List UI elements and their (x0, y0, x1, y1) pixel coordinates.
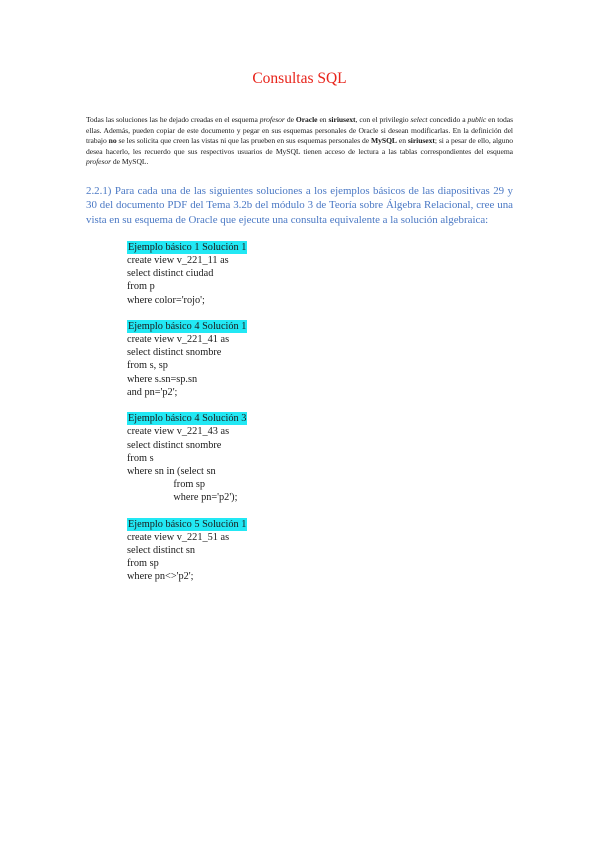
examples-list (127, 241, 513, 584)
intro-run: concedido a (427, 115, 468, 124)
intro-run: de (284, 115, 296, 124)
sql-line: from s (127, 452, 154, 464)
sql-line: create view v_221_51 as (127, 531, 230, 543)
example-block (127, 320, 513, 399)
intro-run: , con el privilegio (355, 115, 411, 124)
example-block (127, 241, 513, 307)
intro-run: en (317, 115, 329, 124)
intro-run: Oracle (295, 115, 318, 124)
example-heading: Ejemplo básico 4 Solución 3 (128, 413, 247, 425)
sql-line: where pn<>'p2'; (127, 571, 194, 583)
sql-line: create view v_221_43 as (127, 426, 230, 438)
sql-line: where pn='p2'); (127, 492, 238, 504)
intro-run: MySQL (371, 136, 397, 146)
intro-run: en (396, 136, 408, 146)
sql-line: where sn in (select sn (127, 465, 216, 477)
sql-line: select distinct ciudad (127, 268, 214, 280)
sql-line: from sp (127, 558, 159, 570)
sql-line: create view v_221_41 as (127, 334, 230, 346)
intro-run: de MySQL. (111, 157, 149, 167)
sql-line: select distinct snombre (127, 347, 222, 359)
intro-run: siriusext (328, 115, 356, 124)
intro-run: profesor (86, 157, 112, 167)
sql-line: where s.sn=sp.sn (127, 373, 198, 385)
sql-line: from s, sp (127, 360, 168, 372)
page-title: Consultas SQL (252, 70, 347, 87)
intro-run: no (108, 136, 117, 146)
sql-line: select distinct sn (127, 544, 196, 556)
example-heading: Ejemplo básico 4 Solución 1 (128, 320, 247, 332)
intro-run: Todas las soluciones las he dejado creadas en el esquema (86, 115, 260, 124)
example-heading: Ejemplo básico 1 Solución 1 (128, 241, 247, 253)
question-text: 2.2.1) Para cada una de las siguientes soluciones a los ejemplos básicos de las diapositivas 29 y 30 del documento PDF del Tema 3.2b del módulo 3 de Teoría sobre Álgebra Relacional, cree una vista en su esquema de Oracle que ejecute una consulta equivalente a la solución algebraica: (86, 184, 513, 226)
intro-run: profesor (259, 115, 285, 124)
example-block (127, 412, 513, 504)
intro-run: select (410, 115, 428, 124)
sql-line: create view v_221_11 as (127, 255, 229, 267)
intro-paragraph (86, 115, 513, 168)
sql-line: where color='rojo'; (127, 294, 205, 306)
example-block (127, 518, 513, 584)
intro-run: siriusext (407, 136, 435, 146)
intro-run: se les solicita que creen las vistas ni que las prueben en sus esquemas personales de (116, 136, 372, 146)
intro-run: en todas ellas. Además, pueden copiar de este documento y pegar en sus esquemas personales de Oracle si desean modificarlas. En la definición del trabajo (86, 115, 514, 146)
intro-run: ; si a pesar de ello, alguno desea hacerlo, les recuerdo que sus respectivos usuarios de MySQL tienen acceso de lectura a las tablas correspondientes del esquema (86, 136, 513, 156)
sql-line: from sp (127, 479, 206, 491)
sql-line: select distinct snombre (127, 439, 222, 451)
sql-line: and pn='p2'; (127, 386, 178, 398)
intro-run: public (467, 115, 487, 124)
sql-line: from p (127, 281, 155, 293)
example-heading: Ejemplo básico 5 Solución 1 (128, 518, 247, 530)
